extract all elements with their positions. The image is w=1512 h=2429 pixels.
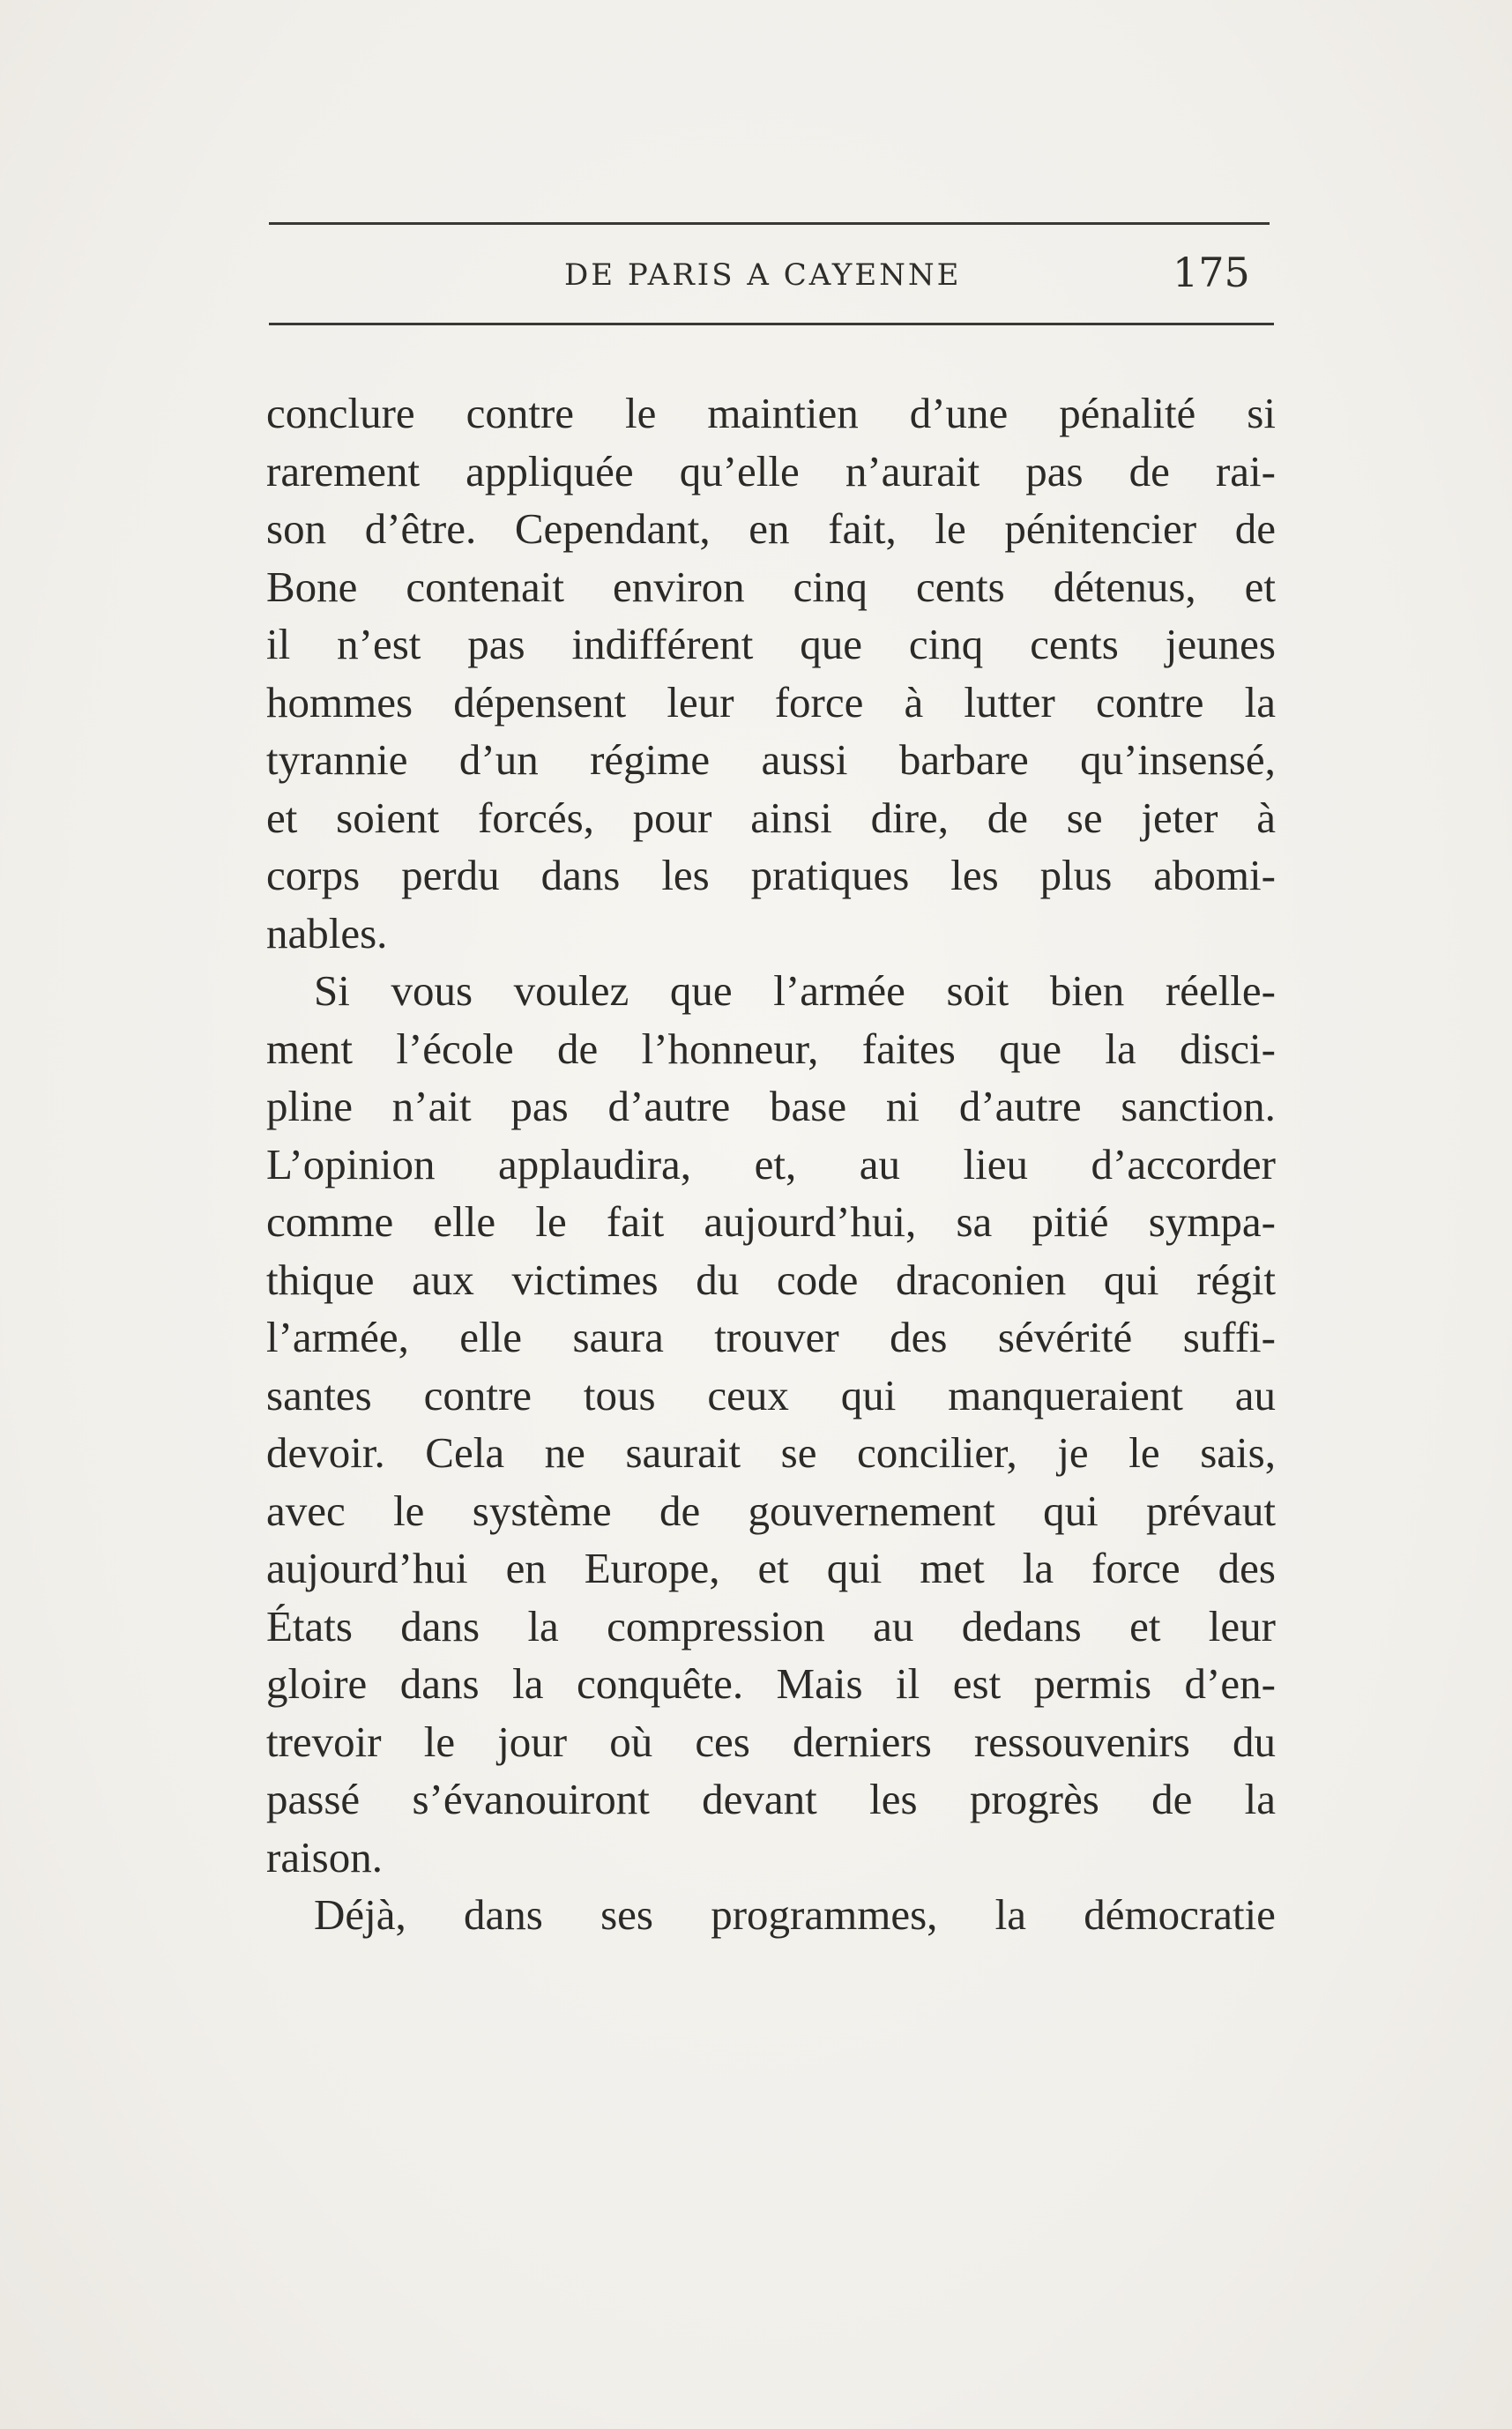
text-line: et soient forcés, pour ainsi dire, de se jeter à — [266, 793, 1276, 842]
text-line: Bone contenait environ cinq cents détenus, et — [266, 562, 1276, 611]
text-line: l’armée, elle saura trouver des sévérité suffi- — [266, 1313, 1276, 1361]
text-line: comme elle le fait aujourd’hui, sa pitié sympa- — [266, 1197, 1276, 1246]
text-line: thique aux victimes du code draconien qui régit — [266, 1255, 1276, 1304]
text-line: aujourd’hui en Europe, et qui met la force des — [266, 1544, 1276, 1592]
text-line: raison. — [266, 1832, 383, 1881]
text-line: il n’est pas indifférent que cinq cents jeunes — [266, 620, 1276, 668]
body-text — [266, 384, 1276, 1944]
text-line: trevoir le jour où ces derniers ressouvenirs du — [266, 1717, 1276, 1766]
running-title: DE PARIS A CAYENNE — [564, 257, 962, 293]
text-line: L’opinion applaudira, et, au lieu d’accorder — [266, 1139, 1276, 1188]
text-line: États dans la compression au dedans et leur — [266, 1601, 1276, 1650]
header-rule-top — [269, 222, 1270, 225]
text-line: son d’être. Cependant, en fait, le pénitencier de — [266, 504, 1276, 553]
text-line: hommes dépensent leur force à lutter contre la — [266, 677, 1276, 726]
text-line: nables. — [266, 908, 388, 957]
header-rule-bottom — [269, 323, 1274, 325]
text-line: tyrannie d’un régime aussi barbare qu’insensé, — [266, 735, 1276, 784]
text-line: corps perdu dans les pratiques les plus abomi- — [266, 851, 1276, 899]
text-line: conclure contre le maintien d’une pénalité si — [266, 389, 1276, 437]
page-number: 175 — [1173, 249, 1250, 296]
text-line: Si vous voulez que l’armée soit bien réelle- — [314, 966, 1276, 1015]
text-line: rarement appliquée qu’elle n’aurait pas de rai- — [266, 446, 1276, 495]
text-line: ment l’école de l’honneur, faites que la disci- — [266, 1024, 1276, 1073]
text-line: passé s’évanouiront devant les progrès de la — [266, 1775, 1276, 1823]
text-line: Déjà, dans ses programmes, la démocratie — [314, 1890, 1276, 1939]
text-line: santes contre tous ceux qui manqueraient au — [266, 1370, 1276, 1419]
text-line: pline n’ait pas d’autre base ni d’autre sanction. — [266, 1082, 1276, 1130]
text-line: devoir. Cela ne saurait se concilier, je le sais, — [266, 1428, 1276, 1477]
text-line: gloire dans la conquête. Mais il est permis d’en- — [266, 1659, 1276, 1708]
text-line: avec le système de gouvernement qui prévaut — [266, 1486, 1276, 1535]
